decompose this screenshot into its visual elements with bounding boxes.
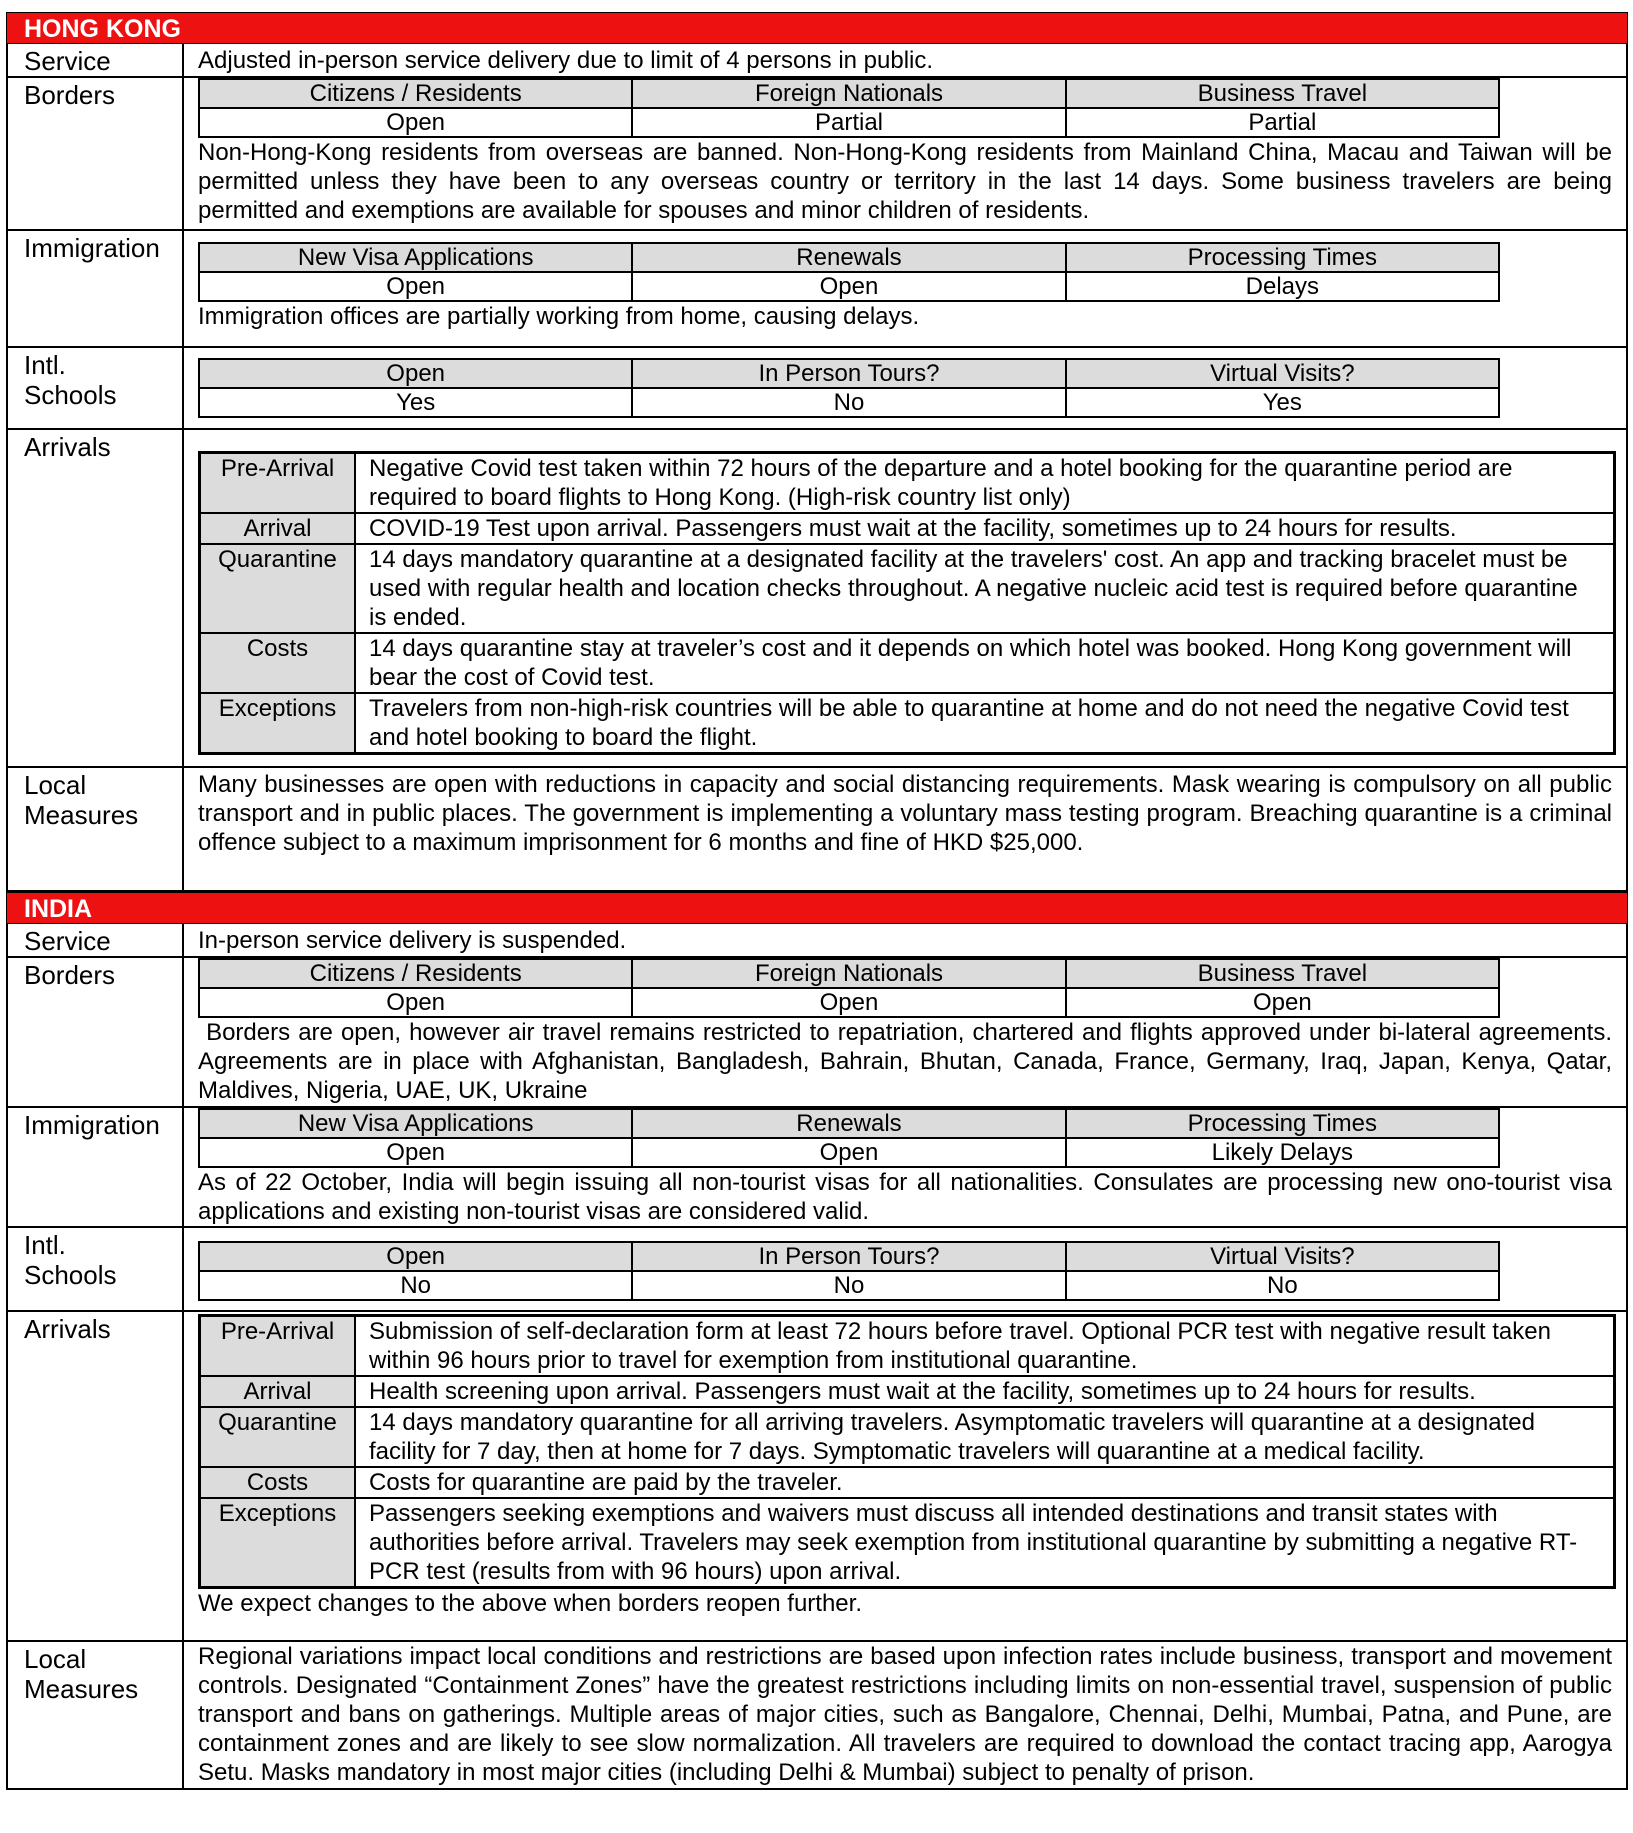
status-header: In Person Tours? (632, 1242, 1065, 1271)
arrivals-text: Passengers seeking exemptions and waivers must discuss all intended destinations and transit states with authorities before arrival. Travelers may seek exemption from institutional quarantine by submitting a negative RT-PCR test (results from with 96 hours) upon arrival. (355, 1498, 1615, 1588)
immigration-content (184, 1108, 1626, 1226)
local-measures-content (184, 768, 1626, 890)
arrivals-table (198, 451, 1616, 755)
status-header: Citizens / Residents (199, 959, 632, 988)
status-value: Partial (1066, 108, 1499, 137)
status-header: Citizens / Residents (199, 79, 632, 108)
status-value: Open (199, 272, 632, 301)
service-text: In-person service delivery is suspended. (198, 927, 627, 954)
row-label-service: Service (8, 44, 184, 76)
arrivals-row-exceptions (200, 693, 1615, 754)
row-label-borders: Borders (8, 958, 184, 1106)
arrivals-row-costs (200, 1467, 1615, 1498)
arrivals-row-pre-arrival (200, 1316, 1615, 1377)
status-header: New Visa Applications (199, 243, 632, 272)
status-value: No (632, 1271, 1065, 1300)
arrivals-content (184, 1312, 1630, 1640)
country-report (6, 12, 1628, 1790)
status-header: Processing Times (1066, 1109, 1499, 1138)
status-value: No (1066, 1271, 1499, 1300)
status-value: Likely Delays (1066, 1138, 1499, 1167)
status-header: Business Travel (1066, 79, 1499, 108)
schools-content (184, 1228, 1626, 1310)
country-header-hong-kong: HONG KONG (6, 12, 1628, 44)
row-label-service: Service (8, 924, 184, 956)
country-header-india: INDIA (6, 892, 1628, 924)
row-label-line: Schools (24, 380, 117, 410)
arrivals-label: Quarantine (200, 1407, 356, 1467)
arrivals-text: Health screening upon arrival. Passengers must wait at the facility, sometimes up to 24 hours for results. (355, 1376, 1615, 1407)
immigration-row (6, 1108, 1628, 1228)
borders-content (184, 958, 1626, 1106)
local-measures-content (184, 1642, 1626, 1788)
borders-status-table (198, 78, 1500, 138)
local-measures-row (6, 1642, 1628, 1790)
schools-content (184, 348, 1626, 428)
arrivals-content (184, 430, 1630, 766)
borders-note: Non-Hong-Kong residents from overseas are banned. Non-Hong-Kong residents from Mainland China, Macau and Taiwan will be permitted unless they have been to any overseas country or territory in the last 14 days. Some business travelers are being permitted and exemptions are available for spouses and minor children of residents. (198, 139, 1612, 224)
borders-row (6, 958, 1628, 1108)
schools-row (6, 1228, 1628, 1312)
status-value: Open (632, 1138, 1065, 1167)
arrivals-row (6, 430, 1628, 768)
local-measures-text: Many businesses are open with reductions in capacity and social distancing requirements. Mask wearing is compulsory on all public transport and in public places. The government is implementing a voluntary mass testing program. Breaching quarantine is a criminal offence subject to a maximum imprisonment for 6 months and fine of HKD $25,000. (198, 771, 1612, 856)
schools-row (6, 348, 1628, 430)
borders-content (184, 78, 1626, 229)
arrivals-label: Pre-Arrival (200, 1316, 356, 1377)
arrivals-row-pre-arrival (200, 453, 1615, 514)
arrivals-text: Submission of self-declaration form at least 72 hours before travel. Optional PCR test with negative result taken within 96 hours prior to travel for exemption from institutional quarantine. (355, 1316, 1615, 1377)
immigration-content (184, 231, 1626, 346)
arrivals-table (198, 1314, 1616, 1589)
row-label-arrivals: Arrivals (8, 430, 184, 766)
service-row (6, 44, 1628, 78)
row-label-local-measures (8, 768, 184, 890)
arrivals-text: Costs for quarantine are paid by the traveler. (355, 1467, 1615, 1498)
arrivals-text: 14 days mandatory quarantine for all arriving travelers. Asymptomatic travelers will quarantine at a designated facility for 7 day, then at home for 7 days. Symptomatic travelers will quarantine at a medical facility. (355, 1407, 1615, 1467)
immigration-row (6, 231, 1628, 348)
row-label-line: Measures (24, 1674, 139, 1704)
status-header: Renewals (632, 243, 1065, 272)
immigration-note: As of 22 October, India will begin issuing all non-tourist visas for all nationalities. Consulates are processing new ono-tourist visa applications and existing non-tourist visas are considered valid. (198, 1169, 1612, 1225)
status-value: No (632, 388, 1065, 417)
arrivals-label: Exceptions (200, 693, 356, 754)
arrivals-text: 14 days mandatory quarantine at a designated facility at the travelers' cost. An app and tracking bracelet must be used with regular health and location checks throughout. A negative nucleic acid test is required before quarantine is ended. (355, 544, 1615, 633)
schools-status-table (198, 1241, 1500, 1301)
status-header: Open (199, 1242, 632, 1271)
borders-status-table (198, 958, 1500, 1018)
row-label-immigration: Immigration (8, 1108, 184, 1226)
status-header: Virtual Visits? (1066, 359, 1499, 388)
arrivals-label: Exceptions (200, 1498, 356, 1588)
borders-row (6, 78, 1628, 231)
status-value: Open (632, 988, 1065, 1017)
status-value: Yes (199, 388, 632, 417)
status-value: Open (1066, 988, 1499, 1017)
service-text: Adjusted in-person service delivery due to limit of 4 persons in public. (198, 47, 934, 74)
arrivals-row (6, 1312, 1628, 1642)
arrivals-label: Quarantine (200, 544, 356, 633)
row-label-line: Local (24, 1644, 87, 1674)
row-label-immigration: Immigration (8, 231, 184, 346)
arrivals-row-quarantine (200, 544, 1615, 633)
borders-note: Borders are open, however air travel remains restricted to repatriation, chartered and flights approved under bi-lateral agreements. Agreements are in place with Afghanistan, Bangladesh, Bahrain, Bhutan, Canada, France, Germany, Iraq, Japan, Kenya, Qatar, Maldives, Nigeria, UAE, UK, Ukraine (198, 1019, 1619, 1104)
arrivals-text: Negative Covid test taken within 72 hours of the departure and a hotel booking for the quarantine period are required to board flights to Hong Kong. (High-risk country list only) (355, 453, 1615, 514)
status-value: Partial (632, 108, 1065, 137)
row-label-local-measures (8, 1642, 184, 1788)
row-label-schools (8, 1228, 184, 1310)
status-header: In Person Tours? (632, 359, 1065, 388)
status-value: Open (199, 988, 632, 1017)
status-value: Open (199, 108, 632, 137)
status-header: Foreign Nationals (632, 959, 1065, 988)
schools-status-table (198, 358, 1500, 418)
row-label-arrivals: Arrivals (8, 1312, 184, 1640)
arrivals-row-exceptions (200, 1498, 1615, 1588)
status-value: Delays (1066, 272, 1499, 301)
status-header: Renewals (632, 1109, 1065, 1138)
status-header: Business Travel (1066, 959, 1499, 988)
status-header: Open (199, 359, 632, 388)
immigration-note: Immigration offices are partially working from home, causing delays. (198, 303, 920, 330)
arrivals-footnote: We expect changes to the above when borders reopen further. (198, 1590, 862, 1617)
arrivals-label: Arrival (200, 1376, 356, 1407)
arrivals-row-quarantine (200, 1407, 1615, 1467)
immigration-status-table (198, 1108, 1500, 1168)
row-label-line: Intl. (24, 1230, 66, 1260)
immigration-status-table (198, 242, 1500, 302)
status-header: New Visa Applications (199, 1109, 632, 1138)
arrivals-text: 14 days quarantine stay at traveler’s cost and it depends on which hotel was booked. Hong Kong government will bear the cost of Covid test. (355, 633, 1615, 693)
status-value: Open (199, 1138, 632, 1167)
arrivals-row-costs (200, 633, 1615, 693)
arrivals-row-arrival (200, 1376, 1615, 1407)
status-header: Virtual Visits? (1066, 1242, 1499, 1271)
row-label-line: Local (24, 770, 87, 800)
row-label-line: Schools (24, 1260, 117, 1290)
arrivals-label: Arrival (200, 513, 356, 544)
arrivals-label: Costs (200, 1467, 356, 1498)
local-measures-text: Regional variations impact local conditions and restrictions are based upon infection rates include business, transport and movement controls. Designated “Containment Zones” have the greatest restrictions including limits on non-essential travel, suspension of public transport and bans on gatherings. Multiple areas of major cities, such as Bangalore, Chennai, Delhi, Mumbai, Patna, and Pune, are containment zones and are likely to see slow normalization. All travelers are required to download the contact tracing app, Aarogya Setu. Masks mandatory in most major cities (including Delhi & Mumbai) subject to penalty of prison. (198, 1643, 1612, 1786)
row-label-line: Intl. (24, 350, 66, 380)
row-label-borders: Borders (8, 78, 184, 229)
arrivals-row-arrival (200, 513, 1615, 544)
status-value: No (199, 1271, 632, 1300)
arrivals-text: Travelers from non-high-risk countries will be able to quarantine at home and do not need the negative Covid test and hotel booking to board the flight. (355, 693, 1615, 754)
arrivals-label: Costs (200, 633, 356, 693)
local-measures-row (6, 768, 1628, 892)
arrivals-label: Pre-Arrival (200, 453, 356, 514)
arrivals-text: COVID-19 Test upon arrival. Passengers must wait at the facility, sometimes up to 24 hours for results. (355, 513, 1615, 544)
status-value: Yes (1066, 388, 1499, 417)
row-label-line: Measures (24, 800, 139, 830)
row-label-schools (8, 348, 184, 428)
status-header: Processing Times (1066, 243, 1499, 272)
service-row (6, 924, 1628, 958)
status-header: Foreign Nationals (632, 79, 1065, 108)
status-value: Open (632, 272, 1065, 301)
